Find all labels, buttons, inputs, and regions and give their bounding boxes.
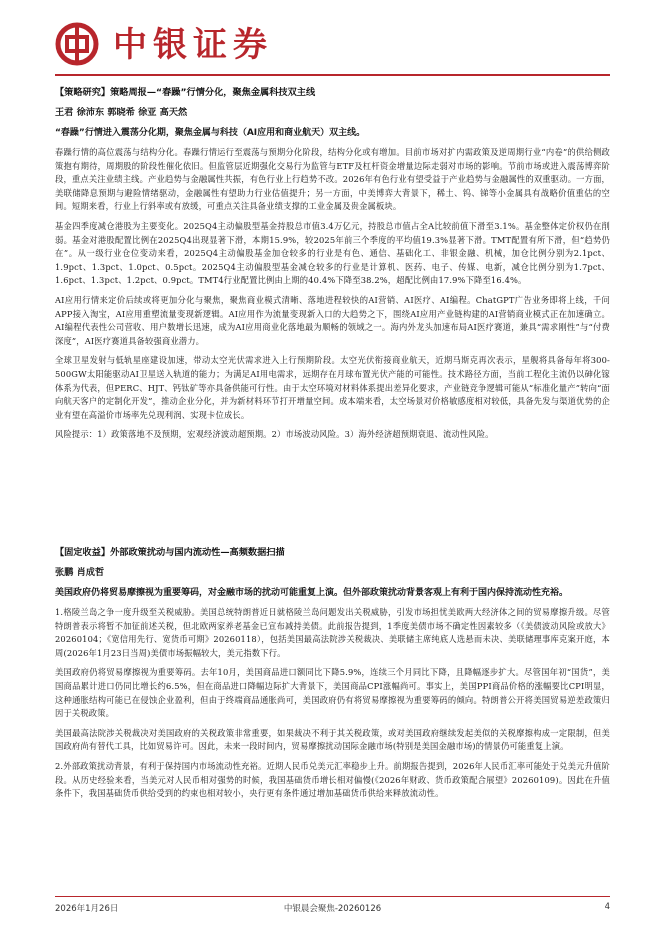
paragraph: 2.外部政策扰动背景，有利于保持国内市场流动性充裕。近期人民币兑美元汇率稳步上升。前期报告提到，2026年人民币汇率可能处于兑美元升值阶段。从历史经验来看，当美元对人民币相对强势的时候，我国基础货币增长相对偏慢(《2026年财政、货币政策配合展望》20260109)。因此在升值条件下，我国基础货币供给受到的约束也相对较小，央行更有条件通过增加基础货币供给来释放流动性。 — [55, 760, 610, 799]
paragraph: 美国最高法院涉关税裁决对美国政府的关税政策非常重要，如果裁决不利于其关税政策，或对美国政府继续发起美似的关税摩擦构成一定限制，但美国政府尚有替代工具，比如贸易许可。因此，未来一段时间内，贸易摩擦扰动国际金融市场(特别是美国金融市场)的情景仍可能重复上演。 — [55, 727, 610, 752]
report-strategy — [55, 86, 610, 442]
footer — [55, 902, 610, 916]
footer-date: 2026年1月26日 — [55, 904, 119, 914]
report-authors: 王君 徐沛东 郭晓希 徐亚 高天然 — [55, 107, 188, 118]
page-number: 4 — [604, 902, 610, 912]
header-divider — [55, 74, 610, 76]
report-title: 【策略研究】策略周报—“春躁”行情分化，聚焦金属科技双主线 — [55, 87, 316, 98]
footer-divider — [55, 896, 610, 897]
paragraph: 基金四季度减仓港股为主要变化。2025Q4主动偏股型基金持股总市值3.4万亿元，持股总市值占全A比较前值下滑至3.1%。基金整体定价权仍在削弱。基金对港股配置比例在2025Q4出现显著下滑，本期15.9%，较2025年前三个季度的平均值19.3%显著下滑。TMT配置有所下滑，但“趋势仍在”。从一级行业仓位变动来看，2025Q4主动偏股基金加仓较多的行业是有色、通信、基础化工、非银金融、机械，加仓比例分别为2.1pct、1.9pct、1.3pct、1.0pct、0.5pct。2025Q4主动偏股型基金减仓较多的行业是计算机、医药、电子、传媒、电新，减仓比例分别为1.7pct、1.6pct、1.3pct、1.2pct、0.9pct。TMT4行业配置比例由上期的40.4%下降至38.2%，超配比例由17.9%下降至16.4%。 — [55, 220, 610, 286]
paragraph: 全球卫星发射与低轨星座建设加速，带动太空光伏需求进入上行预期阶段。太空光伏衔接商业航天，近期马斯克再次表示，星舰将具备每年将300-500GW太阳能驱动AI卫星送入轨道的能力；为满足AI用电需求，远期存在月球布置光伏产能的可能性。技术路径方面，当前工程化主流仍以砷化镓体系为代表，但PERC、HJT、钙钛矿等亦具备供能可行性。由于太空环境对材料体系提出差异化要求，产业链竞争逻辑可能从“标准化量产”转向“面向航天客户的定制化开发”，推动企业分化，并为新材料环节打开增量空间。成本端来看，太空场景对价格敏感度相对较低，具备先发与渠道优势的企业有望在高溢价市场率先兑现利润、实现卡位成长。 — [55, 355, 610, 420]
paragraph: 春躁行情的高位震荡与结构分化。春躁行情运行至震荡与预期分化阶段，结构分化或有增加。目前市场对扩内需政策及逆周期行业“内卷”的供给侧政策抱有期待，周期股的阶段性催化依旧。但监管层近期强化交易行为监管与ETF及杠杆资金增量边际走弱对市场的影响。节前市场或进入震荡博弈阶段，重点关注业绩主线。产业趋势与金融属性共振，有色行业上行趋势不改。2026年有色行业有望受益于产业趋势与金融属性的双重驱动。一方面，美联储降息预期与避险情绪驱动，金融属性有望助力行业估值提升；另一方面，中美博弈大背景下，稀土、钨、锑等小金属具有战略价值重估的空间。短期来看，行业上行斜率或有放缓，可重点关注具备业绩支撑的工业金属及贵金属板块。 — [55, 147, 610, 212]
paragraph: 美国政府仍将贸易摩擦视为重要筹码。去年10月，美国商品进口额同比下降5.9%，连续三个月同比下降，且降幅逐步扩大。尽管国年初“国货”，美国商品累计进口仍同比增长约6.5%，但在商品进口降幅边际扩大背景下，美国商品CPI涨幅尚可。事实上，美国PPI商品价格的涨幅要比CPI明显，这种通胀结构可能已在侵蚀企业盈利，但由于终端商品通胀尚可，美国政府仍有将贸易摩擦视为重要筹码的倾向。特朗普公开将美国贸易逆差政策归因于关税政策。 — [55, 667, 610, 719]
report-title: 【固定收益】外部政策扰动与国内流动性—高频数据扫描 — [55, 547, 285, 558]
report-authors: 张鹏 肖成哲 — [55, 567, 105, 578]
risk-warning: 风险提示：1）政策落地不及预期，宏观经济波动超预期。2）市场波动风险。3）海外经济超预期衰退、流动性风险。 — [55, 429, 494, 440]
header — [55, 18, 610, 72]
report-lead: “春躁”行情进入震荡分化期，聚焦金属与科技（AI应用和商业航天）双主线。 — [55, 128, 366, 138]
paragraph: 1.格陵兰岛之争一度升级至关税威胁。美国总统特朗普近日就格陵兰岛问题发出关税威胁，引发市场担忧美欧两大经济体之间的贸易摩擦升级。尽管特朗普表示将暂不加征前述关税，但北欧两家养老基金已宣布减持美债。此前报告提到，1季度美债市场不确定性因素较多（《美债波动风险或放大》20260104；《宽信用先行、宽货币可期》20260118），包括美国最高法院涉关税裁决、美联储主席纯底人选悬而未决、美联储理事库克案开庭，本周(2026年1月23日当周)美债市场振幅较大，美元指数下行。 — [55, 607, 610, 658]
footer-title: 中银晨会聚焦-20260126 — [283, 904, 382, 914]
report-fixed-income — [55, 546, 610, 801]
report-lead: 美国政府仍将贸易摩擦视为重要筹码，对金融市场的扰动可能重复上演。但外部政策扰动背景客观上有利于国内保持流动性充裕。 — [55, 588, 569, 598]
logo-text: 中银证券 — [113, 25, 273, 65]
bank-of-china-logo-icon — [55, 22, 99, 66]
paragraph: AI应用行情来定价后续或将更加分化与聚焦，聚焦商业模式清晰、落地进程较快的AI营销、AI医疗、AI编程。ChatGPT广告业务即将上线，千问APP接入淘宝，AI应用重塑流量变现新逻辑。AI应用作为流量变现新入口的大趋势之下，围绕AI应用产业链构建的AI营销商业模式正在加速确立。AI编程代表性公司营收、用户数增长迅速，成为AI应用商业化落地最为顺畅的领域之一。海内外龙头加速布局AI医疗赛道，兼具“需求刚性”与“付费深度”，AI医疗赛道具备较强商业潜力。 — [55, 294, 610, 346]
